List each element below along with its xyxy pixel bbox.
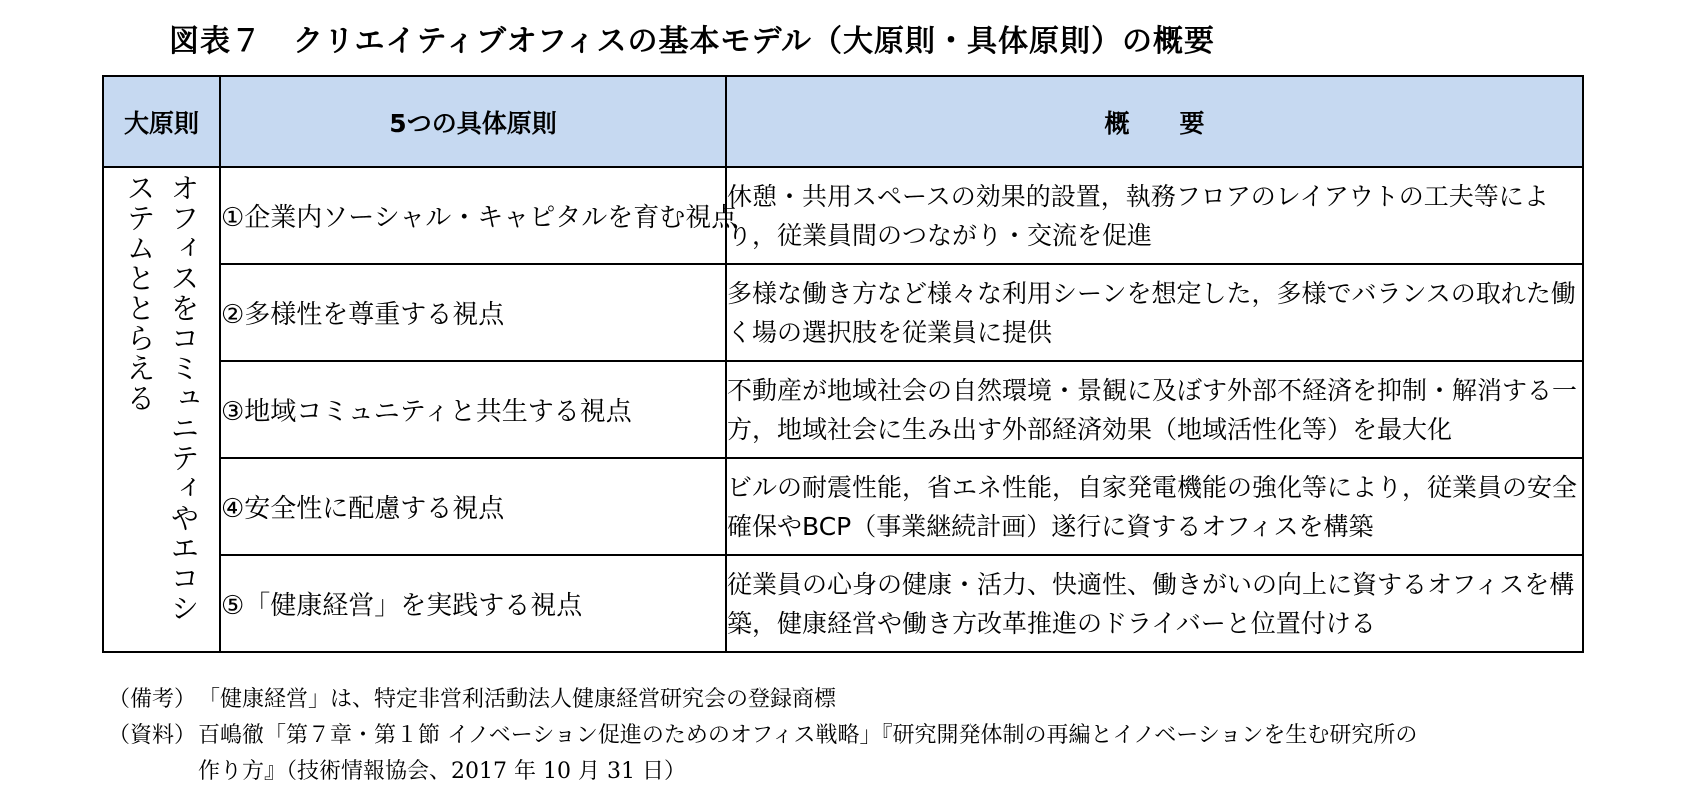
- source-text-line1: 百嶋徹「第７章・第１節 イノベーション促進のためのオフィス戦略」『研究開発体制の再編とイノベーションを生む研究所の: [198, 723, 1418, 748]
- grand-principle-cell: [103, 167, 220, 652]
- summary-cell: ビルの耐震性能，省エネ性能，自家発電機能の強化等により，従業員の安全確保やBCP（事業継続計画）遂行に資するオフィスを構築: [726, 458, 1583, 555]
- summary-cell: 従業員の心身の健康・活力、快適性、働きがいの向上に資するオフィスを構築，健康経営や働き方改革推進のドライバーと位置付ける: [726, 555, 1583, 652]
- header-summary: 概 要: [726, 76, 1583, 167]
- footnotes: [108, 682, 1417, 790]
- table-row: [103, 458, 1583, 555]
- header-grand-principle: 大原則: [103, 76, 220, 167]
- header-specific-principles: 5つの具体原則: [220, 76, 726, 167]
- table-row: [103, 555, 1583, 652]
- principle-cell: ③地域コミュニティと共生する視点: [220, 361, 726, 458]
- table-row: [103, 264, 1583, 361]
- source-label: （資料）: [108, 723, 197, 748]
- principle-cell: ④安全性に配慮する視点: [220, 458, 726, 555]
- source-note: [108, 718, 1417, 754]
- remark-label: （備考）: [108, 687, 197, 712]
- figure-title: 図表７ クリエイティブオフィスの基本モデル（大原則・具体原則）の概要: [169, 24, 1215, 59]
- summary-cell: 休憩・共用スペースの効果的設置，執務フロアのレイアウトの工夫等により，従業員間のつながり・交流を促進: [726, 167, 1583, 264]
- grand-principle-text: オフィスをコミュニティやエコシステムととらえる: [122, 172, 201, 623]
- remark-note: [108, 682, 1417, 718]
- table-row: [103, 167, 1583, 264]
- summary-cell: 不動産が地域社会の自然環境・景観に及ぼす外部不経済を抑制・解消する一方，地域社会に生み出す外部経済効果（地域活性化等）を最大化: [726, 361, 1583, 458]
- source-text-line2: 作り方』（技術情報協会、2017 年 10 月 31 日）: [198, 759, 686, 784]
- principle-cell: ②多様性を尊重する視点: [220, 264, 726, 361]
- remark-text: 「健康経営」は、特定非営利活動法人健康経営研究会の登録商標: [198, 687, 837, 712]
- table-row: [103, 361, 1583, 458]
- principle-cell: ①企業内ソーシャル・キャピタルを育む視点: [220, 167, 726, 264]
- table-header-row: [103, 76, 1583, 167]
- summary-cell: 多様な働き方など様々な利用シーンを想定した，多様でバランスの取れた働く場の選択肢を従業員に提供: [726, 264, 1583, 361]
- principle-cell: ⑤「健康経営」を実践する視点: [220, 555, 726, 652]
- principles-table: [102, 75, 1584, 653]
